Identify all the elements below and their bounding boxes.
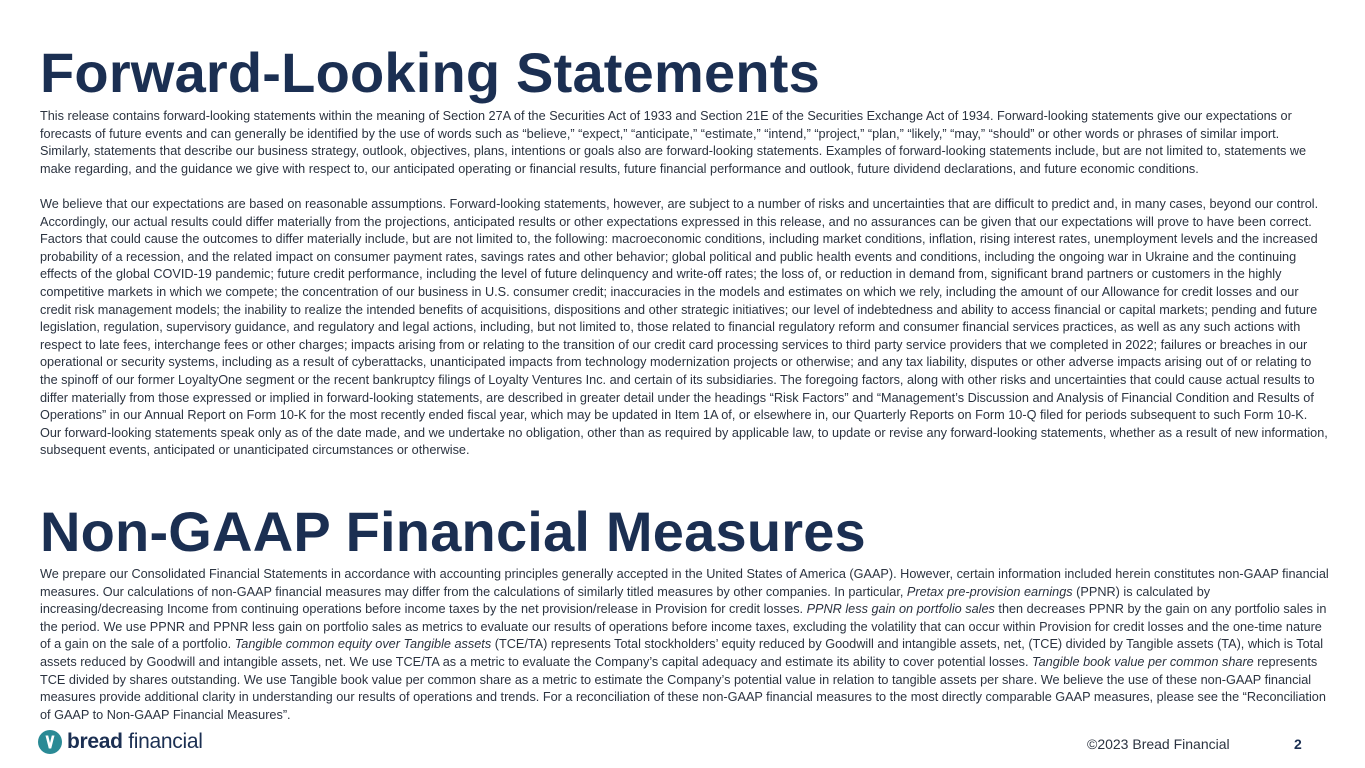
non-gaap-text: (PPNR) is calculated by increasing/decreasing Income from continuing operations before income taxes by the net provision/release in Provision for credit losses. (40, 584, 1211, 617)
forward-looking-title: Forward-Looking Statements (40, 41, 820, 104)
logo-word-bread: bread (67, 730, 123, 753)
non-gaap-body (40, 566, 1330, 724)
term-tangible-book-value: Tangible book value per common share (1032, 654, 1254, 669)
page-number: 2 (1294, 736, 1302, 752)
non-gaap-text: (TCE/TA) represents Total stockholders’ equity reduced by Goodwill and intangible assets, net, (TCE) divided by Tangible assets (TA), which is Total assets reduced by Goodwill and intangible assets, net. We use TCE/TA as a metric to evaluate the Company’s capital adequacy and estimate its ability to cover potential losses. (40, 637, 1324, 669)
bread-financial-logo-icon (38, 730, 62, 754)
term-pretax-pre-provision-earnings: Pretax pre-provision earnings (906, 584, 1073, 599)
bread-financial-logo (38, 730, 203, 754)
forward-looking-paragraph-2: We believe that our expectations are based on reasonable assumptions. Forward-looking statements, however, are subject to a number of risks and uncertainties that are difficult to predict and, in many cases, beyond our control. Accordingly, our actual results could differ materially from the projections, anticipated results or other expectations expressed in this release, and no assurances can be given that our expectations will prove to have been correct. Factors that could cause the outcomes to differ materially include, but are not limited to, the following: macroeconomic conditions, including market conditions, inflation, rising interest rates, unemployment levels and the increased probability of a recession, and the related impact on consumer payment rates, savings rates and other behavior; global political and public health events and conditions, including the ongoing war in Ukraine and the continuing effects of the global COVID-19 pandemic; future credit performance, including the level of future delinquency and write-off rates; the loss of, or reduction in demand from, significant brand partners or customers in the highly competitive markets in which we compete; the concentration of our business in U.S. consumer credit; inaccuracies in the models and estimates on which we rely, including the amount of our Allowance for credit losses and our credit risk management models; the inability to realize the intended benefits of acquisitions, dispositions and other strategic initiatives; our level of indebtedness and ability to access financial or capital markets; pending and future legislation, regulation, supervisory guidance, and regulatory and legal actions, including, but not limited to, those related to financial regulatory reform and consumer financial services practices, as well as any such actions with respect to late fees, interchange fees or other charges; impacts arising from or relating to the transition of our credit card processing services to third party service providers that we completed in 2022; failures or breaches in our operational or security systems, including as a result of cyberattacks, unanticipated impacts from technology modernization projects or otherwise; and any tax liability, disputes or other adverse impacts arising out of or relating to the spinoff of our former LoyaltyOne segment or the recent bankruptcy filings of Loyalty Ventures Inc. and certain of its subsidiaries. The foregoing factors, along with other risks and uncertainties that could cause actual results to differ materially from those expressed or implied in forward-looking statements, are described in greater detail under the headings “Risk Factors” and “Management’s Discussion and Analysis of Financial Condition and Results of Operations” in our Annual Report on Form 10-K for the most recently ended fiscal year, which may be updated in Item 1A of, or elsewhere in, our Quarterly Reports on Form 10-Q filed for periods subsequent to such Form 10-K. Our forward-looking statements speak only as of the date made, and we undertake no obligation, other than as required by applicable law, to update or revise any forward-looking statements, whether as a result of new information, subsequent events, anticipated or unanticipated circumstances or otherwise. (40, 196, 1328, 458)
term-ppnr-less-gain: PPNR less gain on portfolio sales (806, 602, 995, 617)
logo-word-financial: financial (128, 730, 203, 753)
non-gaap-paragraph (40, 566, 1330, 724)
non-gaap-text: We prepare our Consolidated Financial Statements in accordance with accounting principles generally accepted in the United States of America (GAAP). However, certain information included herein constitutes non-GAAP financial measures. Our calculations of non-GAAP financial measures may differ from the calculations of similarly titled measures by other companies. In particular, (40, 567, 1329, 599)
non-gaap-text: then decreases PPNR by the gain on any portfolio sales in the period. We use PPNR and PPNR less gain on portfolio sales as metrics to evaluate our results of operations before income taxes, excluding the volatility that can occur within Provision for credit losses and the one-time nature of a gain on the sale of a portfolio. (40, 602, 1327, 652)
forward-looking-paragraph-1: This release contains forward-looking statements within the meaning of Section 27A of the Securities Act of 1933 and Section 21E of the Securities Exchange Act of 1934. Forward-looking statements give our expectations or forecasts of future events and can generally be identified by the use of words such as “believe,” “expect,” “anticipate,” “estimate,” “intend,” “project,” “plan,” “likely,” “may,” “should” or other words or phrases of similar import. Similarly, statements that describe our business strategy, outlook, objectives, plans, intentions or goals also are forward-looking statements. Examples of forward-looking statements include, but are not limited to, statements we make regarding, and the guidance we give with respect to, our anticipated operating or financial results, future financial performance and outlook, future dividend declarations, and future economic conditions. (40, 109, 1307, 176)
non-gaap-text: represents TCE divided by shares outstanding. We use Tangible book value per common share as a metric to estimate the Company’s potential value in relation to tangible assets per share. We believe the use of these non-GAAP financial measures provide additional clarity in understanding our results of operations and trends. For a reconciliation of these non-GAAP financial measures to the most directly comparable GAAP measures, please see the “Reconciliation of GAAP to Non-GAAP Financial Measures”. (40, 654, 1326, 722)
forward-looking-body (40, 108, 1330, 460)
logo-wordmark (67, 730, 203, 754)
copyright-text: ©2023 Bread Financial (1087, 736, 1230, 752)
non-gaap-title: Non-GAAP Financial Measures (40, 500, 866, 563)
footer (0, 728, 1365, 760)
term-tce-ta: Tangible common equity over Tangible assets (234, 637, 492, 652)
